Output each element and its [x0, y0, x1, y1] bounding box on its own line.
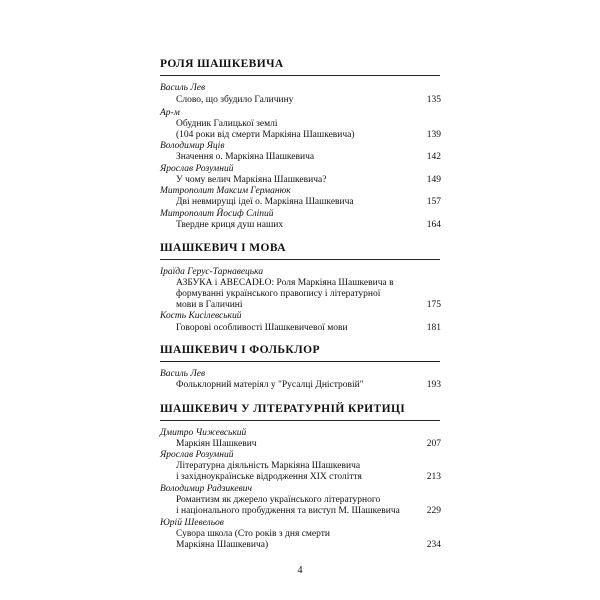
entry-title: Слово, що збудило Галичину	[176, 95, 294, 105]
entry-title: Твердне криця душ наших	[176, 220, 284, 230]
entry-title: Значення о. Маркіяна Шашкевича	[176, 152, 315, 162]
section-divider	[160, 420, 440, 421]
entry-page: 164	[426, 220, 441, 230]
entry-author: Юрій Шевельов	[160, 518, 224, 528]
entry-title: формуванні українського правопису і літературної	[176, 289, 381, 299]
entry-title: Говорові особливості Шашкевичевої мови	[176, 323, 348, 333]
entry-page: 135	[426, 95, 441, 105]
entry-author: Василь Лев	[160, 83, 206, 93]
entry-page: 229	[426, 506, 441, 516]
entry-title: Сувора школа (Сто років з дня смерти	[176, 529, 331, 539]
entry-page: 149	[426, 175, 441, 185]
entry-title: мови в Галичині	[176, 300, 243, 310]
entry-title: Романтизм як джерело українського літературного	[176, 495, 381, 505]
entry-page: 207	[426, 439, 441, 449]
entry-title: У чому велич Маркіяна Шашкевича?	[176, 175, 327, 185]
entry-title: Маркіян Шашкевич	[176, 439, 257, 449]
entry-title: АЗБУКА і ABECADŁO: Роля Маркіяна Шашкевича в	[176, 278, 394, 288]
entry-author: Кость Кисілевський	[160, 311, 242, 321]
entry-author: Дмитро Чижевський	[160, 428, 247, 438]
entry-author: Ярослав Розумний	[160, 450, 234, 460]
entry-page: 234	[426, 540, 441, 550]
entry-page: 213	[426, 472, 441, 482]
section-heading-folklore: ШАШКЕВИЧ І ФОЛЬКЛОР	[160, 344, 320, 356]
entry-title: Літературна діяльність Маркіяна Шашкевича	[176, 461, 361, 471]
entry-author: Ар-м	[160, 108, 180, 118]
entry-author: Іраїда Герус-Тарнавецька	[160, 267, 264, 277]
entry-title: Дві невмирущі ідеї о. Маркіяна Шашкевича	[176, 197, 354, 207]
section-heading-criticism: ШАШКЕВИЧ У ЛІТЕРАТУРНІЙ КРИТИЦІ	[160, 403, 406, 415]
entry-title: Обудник Галицької землі	[176, 119, 278, 129]
entry-page: 175	[426, 300, 441, 310]
section-divider	[160, 75, 440, 76]
section-heading-language: ШАШКЕВИЧ І МОВА	[160, 242, 286, 254]
entry-author: Василь Лев	[160, 369, 206, 379]
section-heading-role: РОЛЯ ШАШКЕВИЧА	[160, 58, 284, 70]
entry-page: 181	[426, 323, 441, 333]
entry-author: Митрополит Йосиф Сліпий	[160, 209, 274, 219]
entry-title: Маркіяна Шашкевича)	[176, 540, 269, 550]
entry-title: Фольклорний матеріял у "Русалці Дністровій"	[176, 380, 364, 390]
section-divider	[160, 259, 440, 260]
entry-title: і західноукраїнське відродження XIX століття	[176, 472, 362, 482]
entry-author: Володимир Яців	[160, 141, 225, 151]
entry-author: Володимир Радзикевич	[160, 484, 252, 494]
section-divider	[160, 361, 440, 362]
entry-page: 139	[426, 130, 441, 140]
entry-title: (104 роки від смерти Маркіяна Шашкевича)	[176, 130, 355, 140]
entry-author: Ярослав Розумний	[160, 164, 234, 174]
page-number: 4	[297, 565, 303, 576]
entry-author: Митрополит Максим Германюк	[160, 186, 291, 196]
entry-page: 157	[426, 197, 441, 207]
entry-title: і національного пробудження та виступ М. Шашкевича	[176, 506, 400, 516]
entry-page: 142	[426, 152, 441, 162]
entry-page: 193	[426, 380, 441, 390]
